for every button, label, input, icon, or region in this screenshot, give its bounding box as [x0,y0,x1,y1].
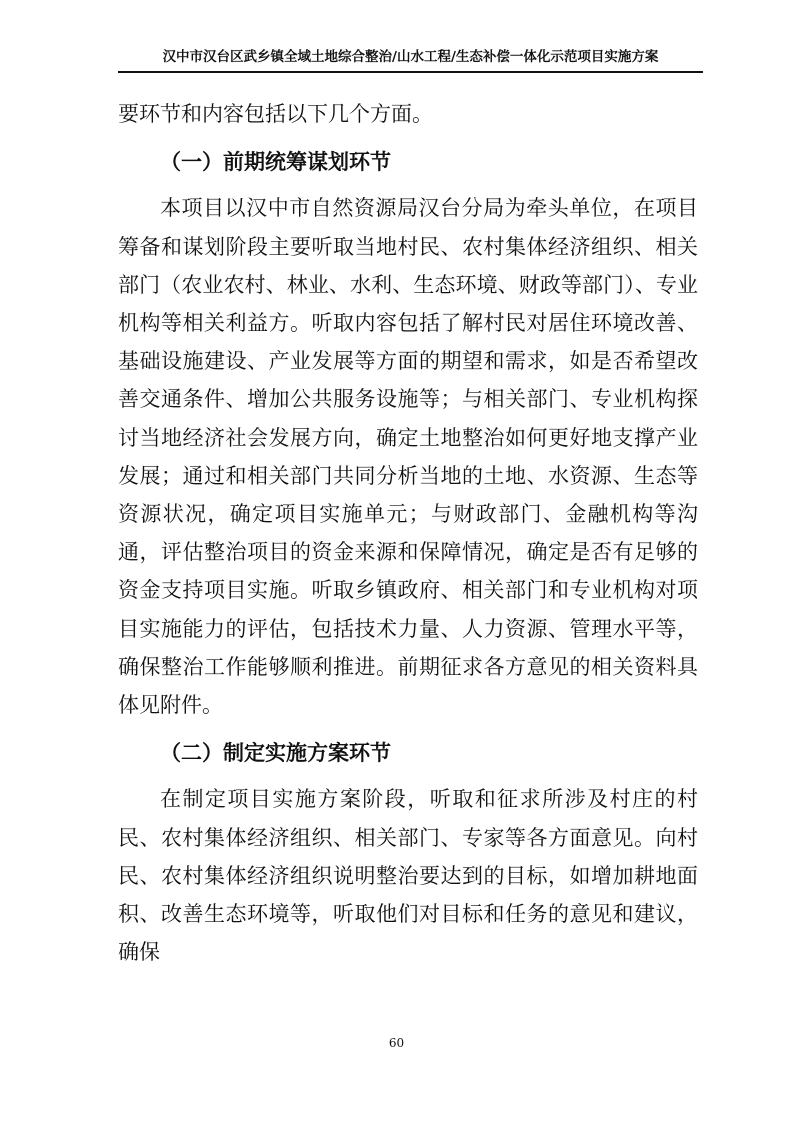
page-number: 60 [388,1036,405,1050]
section-2-heading: （二）制定实施方案环节 [160,741,391,766]
section-1-heading: （一）前期统筹谋划环节 [160,150,391,175]
section-1-paragraph: 本项目以汉中市自然资源局汉台分局为牵头单位，在项目筹备和谋划阶段主要听取当地村民、农村集体经济组织、相关部门（农业农村、林业、水利、生态环境、财政等部门）、专业机构等相关利益方。听取内容包括了解村民对居住环境改善、基础设施建设、产业发展等方面的期望和需求，如是否希望改善交通条件、增加公共服务设施等；与相关部门、专业机构探讨当地经济社会发展方向，确定土地整治如何更好地支撑产业发展；通过和相关部门共同分析当地的土地、水资源、生态等资源状况，确定项目实施单元；与财政部门、金融机构等沟通，评估整治项目的资金来源和保障情况，确定是否有足够的资金支持项目实施。听取乡镇政府、相关部门和专业机构对项目实施能力的评估，包括技术力量、人力资源、管理水平等，确保整治工作能够顺利推进。前期征求各方意见的相关资料具体见附件。 [118,196,698,718]
page-body [118,95,698,971]
intro-line: 要环节和内容包括以下几个方面。 [118,102,433,126]
running-header: 汉中市汉台区武乡镇全域土地综合整治/山水工程/生态补偿一体化示范项目实施方案 [162,49,659,65]
header-rule [118,71,703,73]
section-2-paragraph: 在制定项目实施方案阶段，听取和征求所涉及村庄的村民、农村集体经济组织、相关部门、专家等各方面意见。向村民、农村集体经济组织说明整治要达到的目标，如增加耕地面积、改善生态环境等，听取他们对目标和任务的意见和建议，确保 [118,787,698,965]
